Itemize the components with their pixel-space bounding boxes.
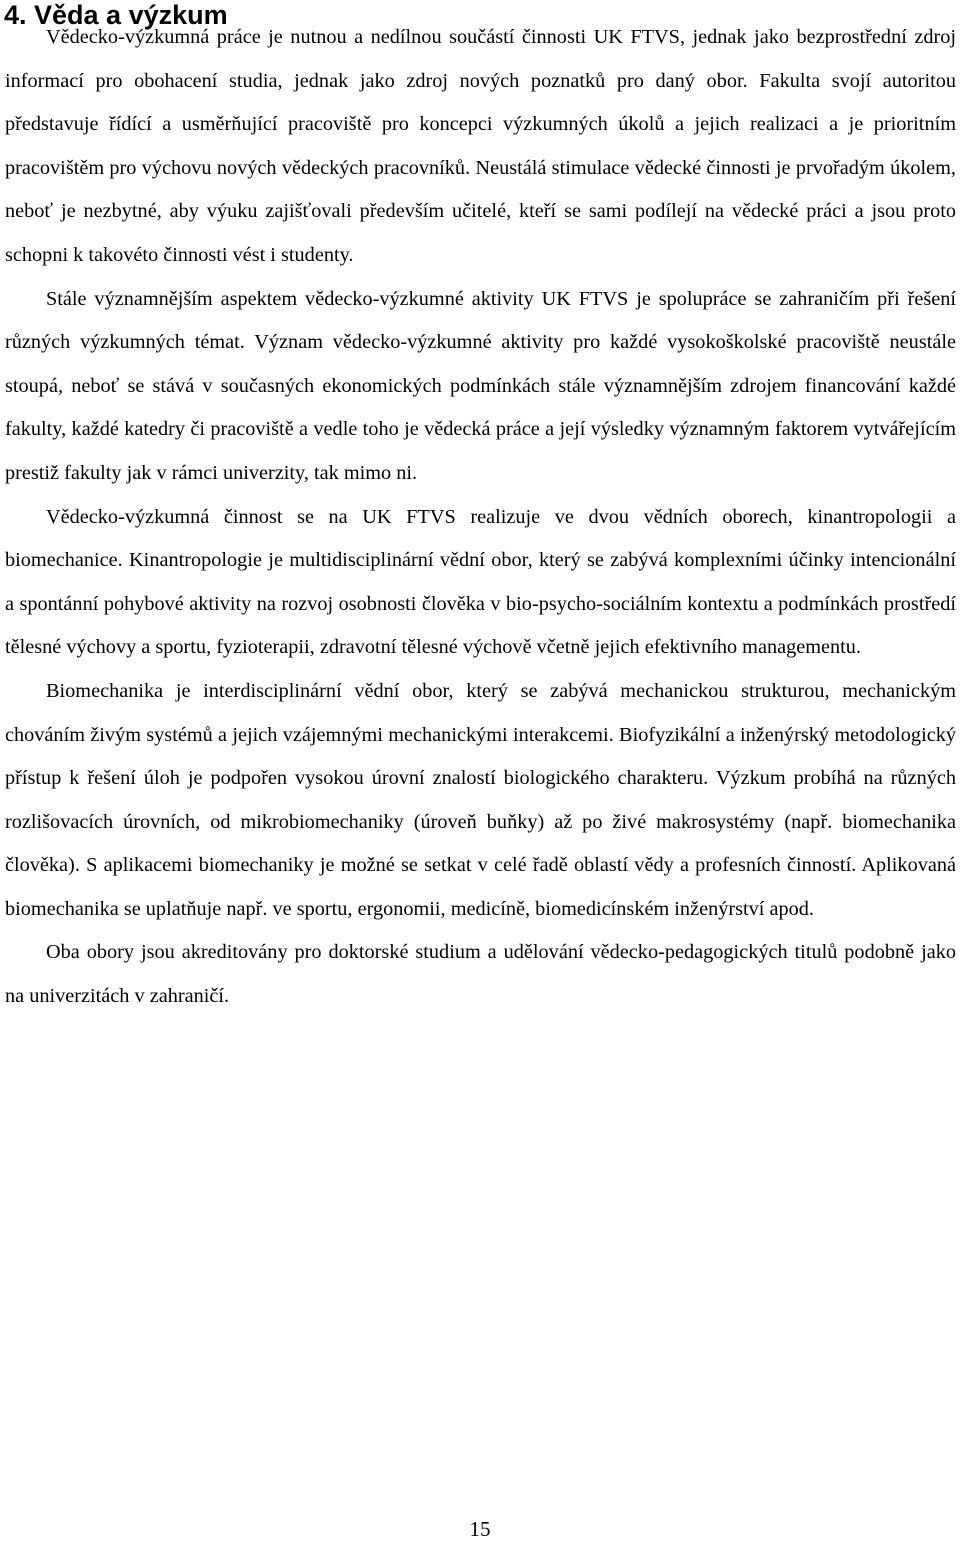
- paragraph-biomechanics: Biomechanika je interdisciplinární vědní obor, který se zabývá mechanickou strukturou, mechanickým chováním živým systémů a jejich vzájemnými mechanickými interakcemi. Biofyzikální a inženýrský metodologický přístup k řešení úloh je podpořen vysokou úrovní znalostí biologického charakteru. Výzkum probíhá na různých rozlišovacích úrovních, od mikrobiomechaniky (úroveň buňky) až po živé makrosystémy (např. biomechanika člověka). S aplikacemi biomechaniky je možné se setkat v celé řadě oblastí vědy a profesních činností. Aplikovaná biomechanika se uplatňuje např. ve sportu, ergonomii, medicíně, biomedicínském inženýrství apod.: [5, 679, 956, 920]
- paragraph-international-cooperation: Stále významnějším aspektem vědecko-výzkumné aktivity UK FTVS je spolupráce se zahraničím při řešení různých výzkumných témat. Význam vědecko-výzkumné aktivity pro každé vysokoškolské pracoviště neustále stoupá, neboť se stává v současných ekonomických podmínkách stále významnějším zdrojem financování každé fakulty, každé katedry či pracoviště a vedle toho je vědecká práce a její výsledky významným faktorem vytvářejícím prestiž fakulty jak v rámci univerzity, tak mimo ni.: [5, 287, 956, 484]
- page-number: 15: [469, 1517, 491, 1541]
- paragraph-accreditation: Oba obory jsou akreditovány pro doktorské studium a udělování vědecko-pedagogických titulů podobně jako na univerzitách v zahraničí.: [5, 941, 956, 1008]
- paragraph-kinanthropology: Vědecko-výzkumná činnost se na UK FTVS realizuje ve dvou vědních oborech, kinantropologii a biomechanice. Kinantropologie je multidisciplinární vědní obor, který se zabývá komplexními účinky intencionální a spontánní pohybové aktivity na rozvoj osobnosti člověka v bio-psycho-sociálním kontextu a podmínkách prostředí tělesné výchovy a sportu, fyzioterapii, zdravotní tělesné výchově včetně jejich efektivního managementu.: [5, 505, 956, 659]
- paragraph-intro: Vědecko-výzkumná práce je nutnou a nedílnou součástí činnosti UK FTVS, jednak jako bezprostřední zdroj informací pro obohacení studia, jednak jako zdroj nových poznatků pro daný obor. Fakulta svojí autoritou představuje řídící a usměrňující pracoviště pro koncepci výzkumných úkolů a jejich realizaci a je prioritním pracovištěm pro výchovu nových vědeckých pracovníků. Neustálá stimulace vědecké činnosti je prvořadým úkolem, neboť je nezbytné, aby výuku zajišťovali především učitelé, kteří se sami podílejí na vědecké práci a jsou proto schopni k takovéto činnosti vést i studenty.: [5, 26, 956, 266]
- body-text: [5, 16, 956, 1019]
- section-heading: 4. Věda a výzkum: [4, 0, 228, 30]
